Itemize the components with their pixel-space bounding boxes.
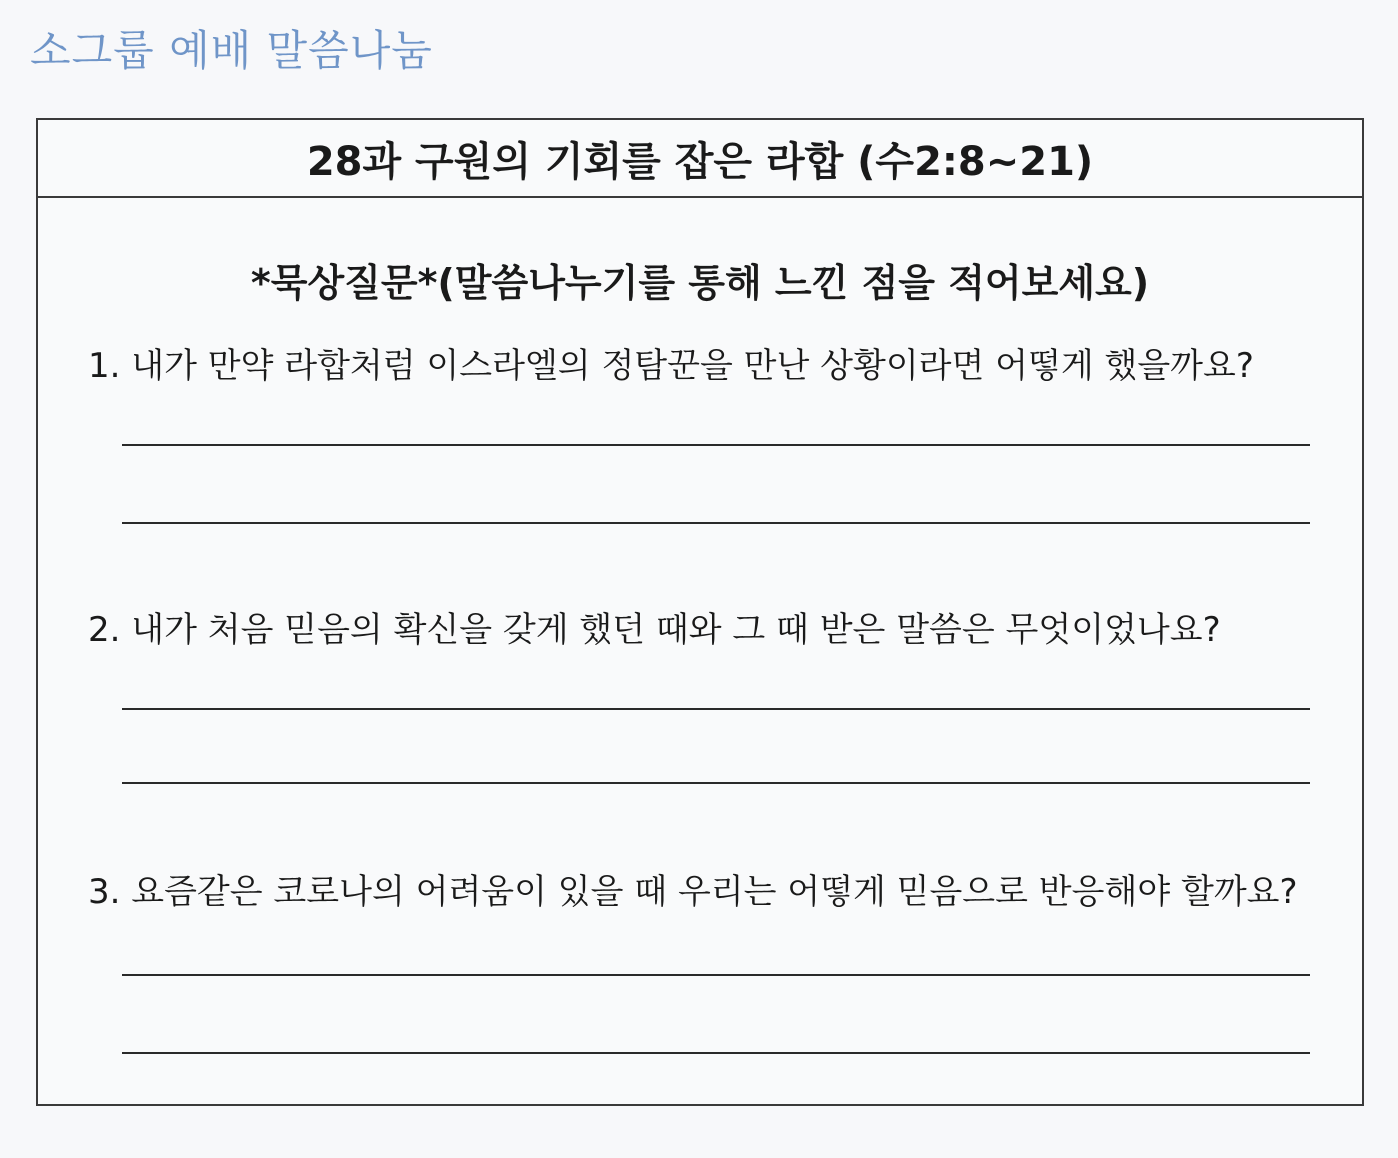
question-3: 3. 요즘같은 코로나의 어려움이 있을 때 우리는 어떻게 믿음으로 반응해야 할까요? — [88, 872, 1298, 912]
answer-line-1b[interactable] — [122, 522, 1310, 524]
answer-line-3b[interactable] — [122, 1052, 1310, 1054]
answer-line-2a[interactable] — [122, 708, 1310, 710]
meditation-instruction: *묵상질문*(말씀나누기를 통해 느낀 점을 적어보세요) — [250, 261, 1150, 305]
section-title: 소그룹 예배 말씀나눔 — [30, 26, 433, 75]
answer-line-2b[interactable] — [122, 782, 1310, 784]
worksheet-box — [36, 118, 1364, 1106]
question-2: 2. 내가 처음 믿음의 확신을 갖게 했던 때와 그 때 받은 말씀은 무엇이었나요? — [88, 610, 1221, 650]
answer-line-1a[interactable] — [122, 444, 1310, 446]
lesson-title: 28과 구원의 기회를 잡은 라합 (수2:8~21) — [38, 120, 1362, 198]
answer-line-3a[interactable] — [122, 974, 1310, 976]
question-1: 1. 내가 만약 라합처럼 이스라엘의 정탐꾼을 만난 상황이라면 어떻게 했을까요? — [88, 346, 1254, 386]
